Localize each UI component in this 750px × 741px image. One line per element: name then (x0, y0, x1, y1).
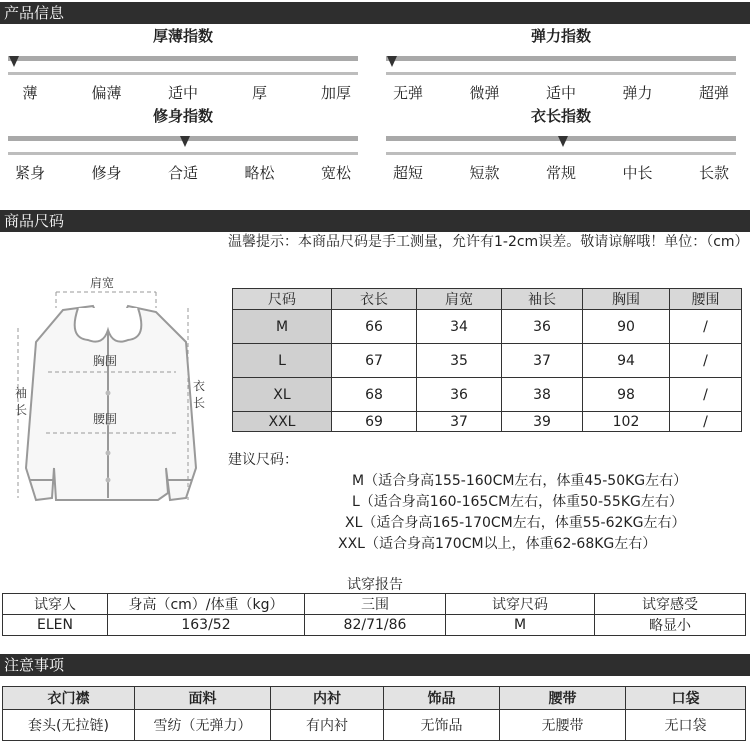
index-level-label: 合适 (167, 164, 198, 182)
index-level-label: 无弹 (392, 84, 423, 102)
index-marker-icon (180, 136, 190, 147)
notice-cell: 套头(无拉链) (3, 710, 135, 741)
index-level-label: 中长 (622, 164, 653, 182)
recommend-line: L（适合身高160-165CM左右，体重50-55KG左右） (352, 494, 683, 510)
size-cell: XXL (233, 412, 332, 432)
size-cell: 37 (417, 412, 502, 432)
notice-header: 衣门襟 (3, 687, 135, 710)
index-level-label: 略松 (244, 164, 275, 182)
table-row (233, 310, 742, 344)
index-title: 厚薄指数 (152, 27, 213, 45)
size-cell: 36 (417, 378, 502, 412)
recommend-title: 建议尺码： (228, 452, 298, 468)
size-cell: / (670, 412, 742, 432)
size-cell: / (670, 344, 742, 378)
recommend-line: XL（适合身高165-170CM左右，体重55-62KG左右） (345, 515, 686, 531)
index-marker-icon (387, 56, 397, 67)
table-row (3, 594, 746, 615)
index-level-label: 短款 (469, 164, 500, 182)
size-cell: / (670, 378, 742, 412)
recommend-line: XXL（适合身高170CM以上，体重62-68KG左右） (338, 536, 657, 552)
try-cell: 163/52 (108, 615, 305, 636)
try-cell: M (446, 615, 595, 636)
index-level-label: 常规 (545, 164, 576, 182)
index-level-label: 超短 (392, 164, 423, 182)
notice-cell: 无口袋 (626, 710, 746, 741)
notice-header: 内衬 (271, 687, 384, 710)
table-row (3, 687, 746, 710)
index-title: 衣长指数 (530, 107, 591, 125)
size-cell: L (233, 344, 332, 378)
index-level-label: 宽松 (320, 164, 351, 182)
label-length: 衣长 (193, 379, 206, 410)
label-sleeve: 袖长 (15, 386, 28, 417)
table-row (233, 378, 742, 412)
size-cell: 67 (332, 344, 417, 378)
index-baseline (386, 72, 736, 75)
size-cell: 35 (417, 344, 502, 378)
try-header: 身高（cm）/体重（kg） (108, 594, 305, 615)
index-level-label: 弹力 (622, 84, 653, 102)
index-title: 弹力指数 (530, 27, 591, 45)
size-header: 尺码 (233, 289, 332, 310)
try-header: 试穿感受 (595, 594, 746, 615)
try-report-table (2, 593, 746, 636)
table-row (233, 344, 742, 378)
size-cell: M (233, 310, 332, 344)
size-cell: 37 (502, 344, 583, 378)
notice-cell: 无腰带 (500, 710, 626, 741)
size-cell: 98 (583, 378, 670, 412)
index-level-label: 超弹 (698, 84, 729, 102)
size-cell: 69 (332, 412, 417, 432)
section-size: 商品尺码 (0, 210, 750, 232)
index-level-label: 适中 (545, 84, 576, 102)
size-cell: XL (233, 378, 332, 412)
size-cell: 66 (332, 310, 417, 344)
try-cell: ELEN (3, 615, 108, 636)
index-level-label: 厚 (251, 84, 267, 102)
index-marker-icon (9, 56, 19, 67)
index-level-label: 修身 (91, 164, 122, 182)
size-cell: / (670, 310, 742, 344)
index-baseline (8, 72, 358, 75)
notice-cell: 有内衬 (271, 710, 384, 741)
size-table (232, 288, 742, 432)
try-report-caption: 试穿报告 (347, 577, 403, 593)
index-level-label: 适中 (167, 84, 198, 102)
garment-figure (8, 268, 223, 513)
index-baseline (8, 152, 358, 155)
try-header: 试穿尺码 (446, 594, 595, 615)
notice-header: 饰品 (384, 687, 500, 710)
try-cell: 82/71/86 (305, 615, 446, 636)
size-header: 肩宽 (417, 289, 502, 310)
table-row (3, 710, 746, 741)
notice-cell: 无饰品 (384, 710, 500, 741)
size-cell: 94 (583, 344, 670, 378)
index-baseline (386, 152, 736, 155)
notice-header: 面料 (135, 687, 271, 710)
index-level-label: 长款 (698, 164, 729, 182)
notice-cell: 雪纺（无弹力） (135, 710, 271, 741)
size-cell: 38 (502, 378, 583, 412)
table-row (233, 412, 742, 432)
index-level-label: 薄 (22, 84, 38, 102)
section-product-info: 产品信息 (0, 2, 750, 24)
index-track (386, 56, 736, 61)
try-cell: 略显小 (595, 615, 746, 636)
index-level-label: 微弹 (469, 84, 500, 102)
index-track (8, 56, 358, 61)
notice-header: 口袋 (626, 687, 746, 710)
size-cell: 39 (502, 412, 583, 432)
try-header: 三围 (305, 594, 446, 615)
size-header: 胸围 (583, 289, 670, 310)
notice-table (2, 686, 746, 741)
label-waist: 腰围 (93, 412, 118, 426)
size-header: 袖长 (502, 289, 583, 310)
table-row (3, 615, 746, 636)
section-notice: 注意事项 (0, 654, 750, 676)
index-level-label: 紧身 (14, 164, 45, 182)
notice-header: 腰带 (500, 687, 626, 710)
size-note: 温馨提示：本商品尺码是手工测量，允许有1-2cm误差。敬请谅解哦！单位：（cm） (228, 234, 749, 250)
try-header: 试穿人 (3, 594, 108, 615)
label-chest: 胸围 (93, 354, 118, 368)
recommend-line: M（适合身高155-160CM左右，体重45-50KG左右） (352, 473, 688, 489)
label-shoulder: 肩宽 (90, 276, 115, 290)
index-marker-icon (558, 136, 568, 147)
index-level-label: 加厚 (320, 84, 351, 102)
size-header: 衣长 (332, 289, 417, 310)
index-level-label: 偏薄 (91, 84, 122, 102)
size-cell: 68 (332, 378, 417, 412)
size-cell: 36 (502, 310, 583, 344)
index-title: 修身指数 (152, 107, 213, 125)
size-cell: 90 (583, 310, 670, 344)
size-cell: 102 (583, 412, 670, 432)
size-cell: 34 (417, 310, 502, 344)
size-header: 腰围 (670, 289, 742, 310)
